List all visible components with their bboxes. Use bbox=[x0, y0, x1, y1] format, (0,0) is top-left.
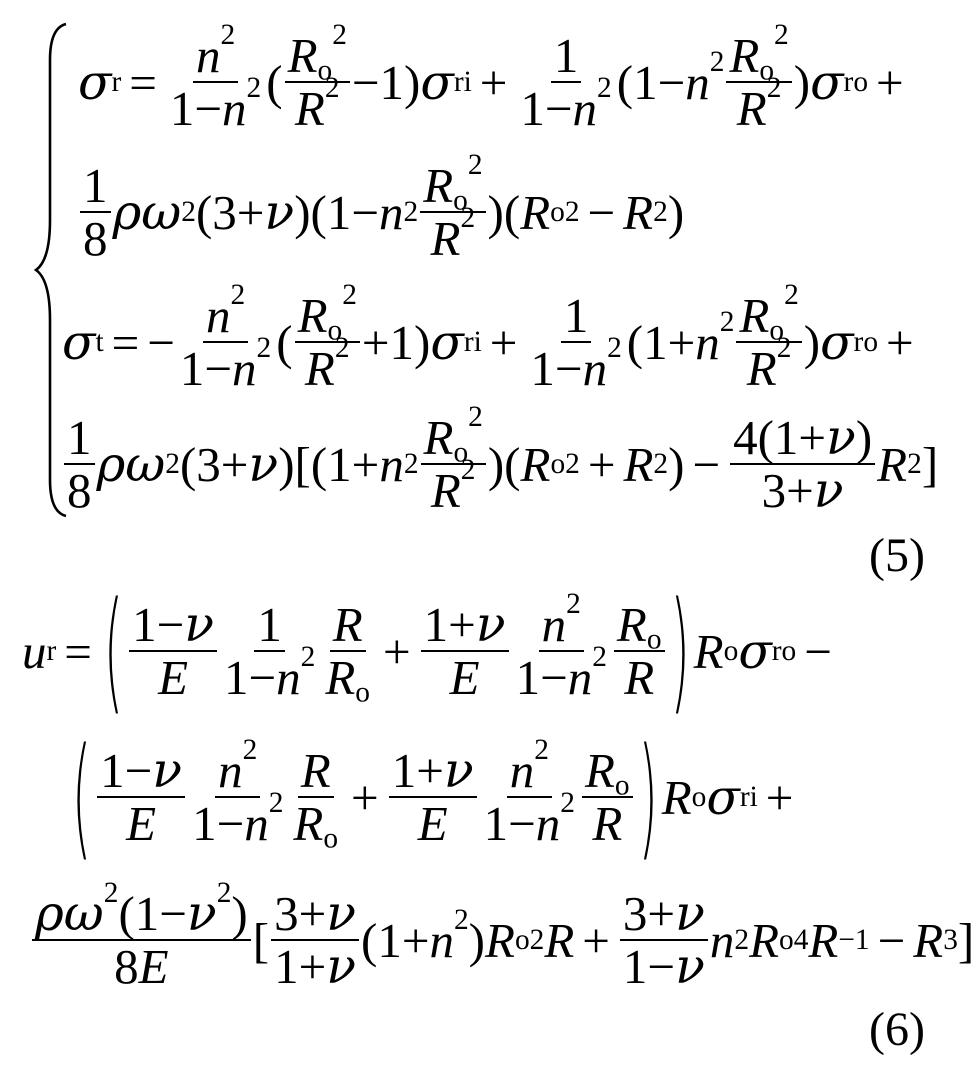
eq5-line4: $\frac{1}{8}$ ρω 2 (3+ ν )[(1+ n 2 $\frac{R_o^2}{R^2}$ )( R o 2 + R 2 ) − $\frac{4(1+\nu)}{3+\nu}$ R 2 ] bbox=[62, 404, 938, 524]
equation-5-tag: (5) bbox=[869, 529, 925, 582]
eq6-line1: u r = ( $\frac{1-\nu}{E}$ $\frac{1}{1-n^2}$ $\frac{R}{R_o}$ + $\frac{1+\nu}{E}$ $\frac{n^2}{1-n^2}$ $\frac{R_o}{R}$ ) R o σ ro − bbox=[22, 574, 832, 728]
eq6-line3: $\frac{\rho\omega^2(1-\nu^2)}{8E}$ [ $\frac{3+\nu}{1+\nu}$ $(1+n^2)$ R o 2 R + $\frac{3+\nu}{1-\nu}$ n 2 R o 4 R −1 − R 3 ] bbox=[30, 880, 974, 1000]
eq6-line2: ( $\frac{1-\nu}{E}$ $\frac{n^2}{1-n^2}$ $\frac{R}{R_o}$ + $\frac{1+\nu}{E}$ $\frac{n^2}{1-n^2}$ $\frac{R_o}{R}$ ) R o σ ri + bbox=[72, 720, 794, 874]
equation-6-tag: (6) bbox=[869, 1003, 925, 1056]
eq5-line1: σ r = $\frac{n^2}{1-n^2}$ ( $\frac{R_o^2}{R^2}$ −1) σ ri + $\frac{1}{1-n^2}$ ($1-n^2$ $\frac{R_o^2}{R^2}$ ) σ ro + bbox=[78, 18, 904, 136]
eq5-line3: σ t = − $\frac{n^2}{1-n^2}$ ( $\frac{R_o^2}{R^2}$ +1) σ ri + $\frac{1}{1-n^2}$ ($1+n^2$ $\frac{R_o^2}{R^2}$ ) σ ro + bbox=[62, 278, 914, 396]
eq5-line2: $\frac{1}{8}$ ρω 2 (3+ ν )(1− n 2 $\frac{R_o^2}{R^2}$ )( R o 2 − R 2 ) bbox=[78, 152, 684, 272]
